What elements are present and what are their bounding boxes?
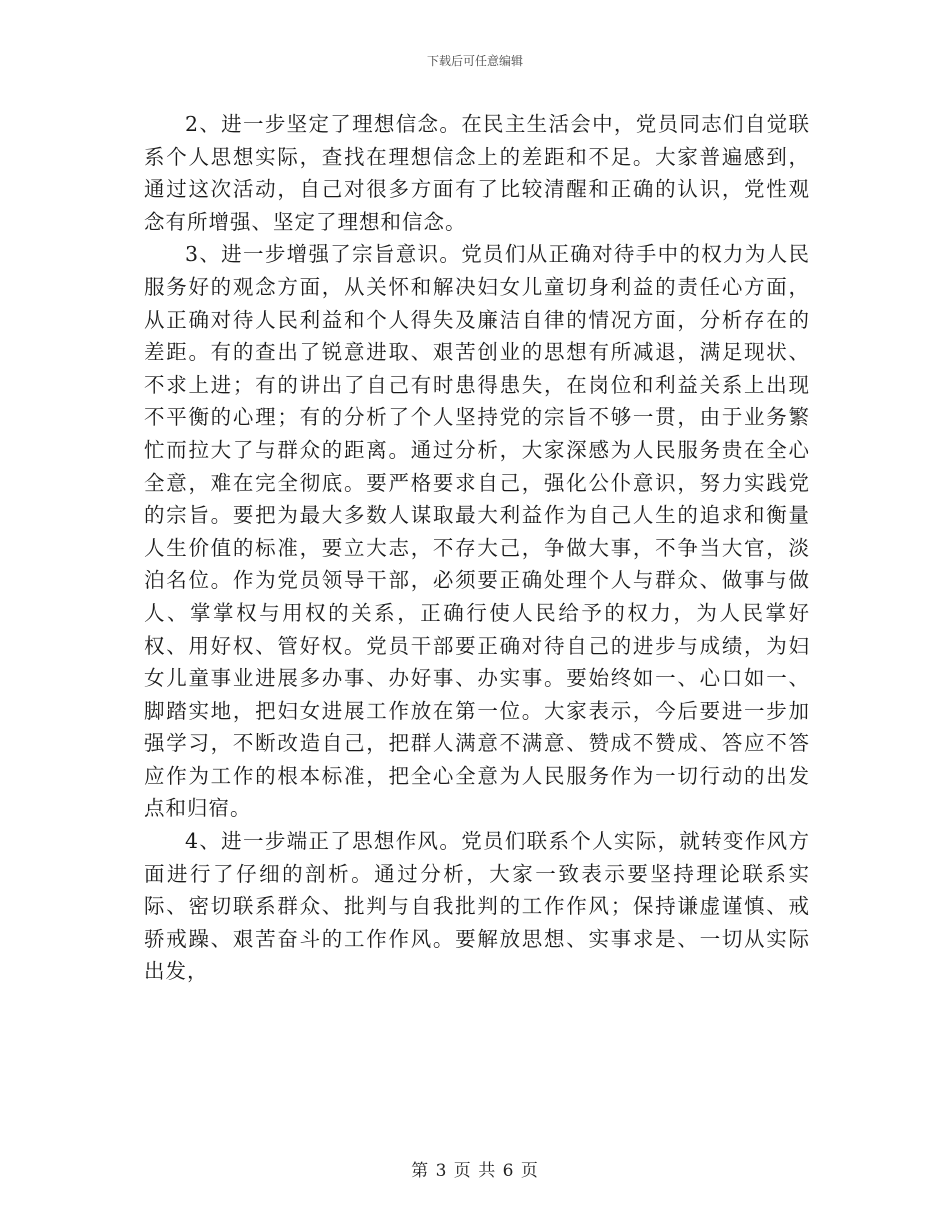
paragraph-4: 4、进一步端正了思想作风。党员们联系个人实际，就转变作风方面进行了仔细的剖析。通过分析，大家一致表示要坚持理论联系实际、密切联系群众、批判与自我批判的工作作风；保持谦虚谨慎、戒骄戒躁、艰苦奋斗的工作作风。要解放思想、实事求是、一切从实际出发， xyxy=(144,829,810,984)
paragraph-3: 3、进一步增强了宗旨意识。党员们从正确对待手中的权力为人民服务好的观念方面，从关怀和解决妇女儿童切身利益的责任心方面，从正确对待人民利益和个人得失及廉洁自律的情况方面，分析存在的差距。有的查出了锐意进取、艰苦创业的思想有所减退，满足现状、不求上进；有的讲出了自己有时患得患失，在岗位和利益关系上出现不平衡的心理；有的分析了个人坚持党的宗旨不够一贯，由于业务繁忙而拉大了与群众的距离。通过分析，大家深感为人民服务贵在全心全意，难在完全彻底。要严格要求自己，强化公仆意识，努力实践党的宗旨。要把为最大多数人谋取最大利益作为自己人生的追求和衡量人生价值的标准，要立大志，不存大己，争做大事，不争当大官，淡泊名位。作为党员领导干部，必须要正确处理个人与群众、做事与做人、掌掌权与用权的关系，正确行使人民给予的权力，为人民掌好权、用好权、管好权。党员干部要正确对待自己的进步与成绩，为妇女儿童事业进展多办事、办好事、办实事。要始终如一、心口如一、脚踏实地，把妇女进展工作放在第一位。大家表示，今后要进一步加强学习，不断改造自己，把群人满意不满意、赞成不赞成、答应不答应作为工作的根本标准，把全心全意为人民服务作为一切行动的出发点和归宿。 xyxy=(144,242,810,821)
paragraph-2: 2、进一步坚定了理想信念。在民主生活会中，党员同志们自觉联系个人思想实际，查找在理想信念上的差距和不足。大家普遍感到，通过这次活动，自己对很多方面有了比较清醒和正确的认识，党性观念有所增强、坚定了理想和信念。 xyxy=(144,112,810,234)
page-number-footer: 第 3 页 共 6 页 xyxy=(411,1161,539,1181)
document-body xyxy=(144,108,810,988)
page-header: 下载后可任意编辑 xyxy=(426,54,523,68)
